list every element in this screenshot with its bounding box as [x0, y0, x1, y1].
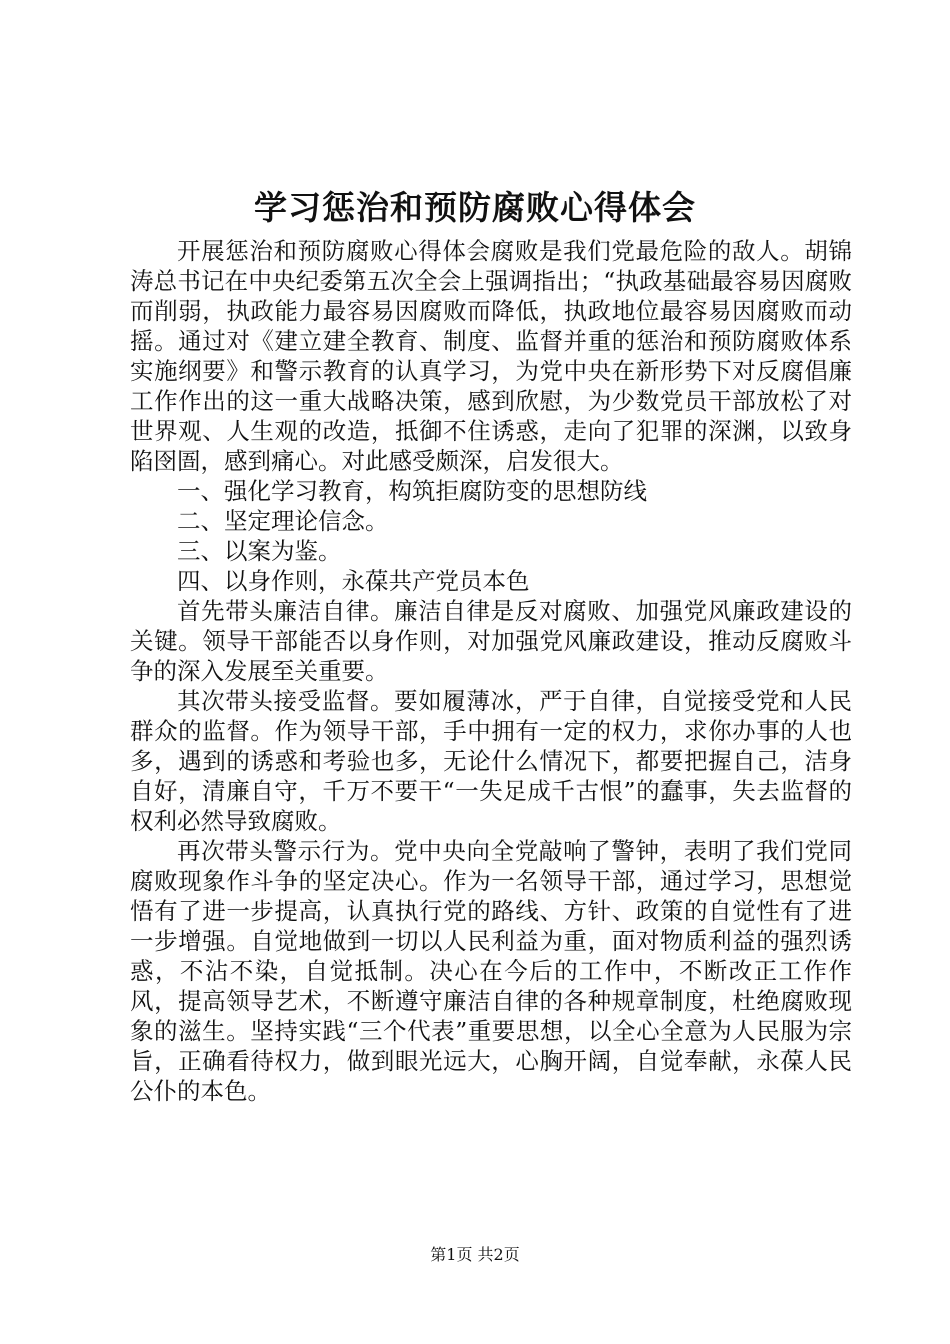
- heading-section-1: 一、强化学习教育，构筑拒腐防变的思想防线: [177, 477, 647, 505]
- heading-section-3: 三、以案为鉴。: [177, 537, 342, 565]
- heading-section-2: 二、坚定理论信念。: [177, 507, 389, 535]
- document-title: 学习惩治和预防腐败心得体会: [254, 188, 696, 227]
- page-footer: 第1页 共2页: [430, 1245, 520, 1264]
- paragraph-third: 再次带头警示行为。党中央向全党敲响了警钟，表明了我们党同腐败现象作斗争的坚定决心。作为一名领导干部，通过学习，思想觉悟有了进一步提高，认真执行党的路线、方针、政策的自觉性有了进一步增强。自觉地做到一切以人民利益为重，面对物质利益的强烈诱惑，不沾不染，自觉抵制。决心在今后的工作中，不断改正工作作风，提高领导艺术，不断遵守廉洁自律的各种规章制度，杜绝腐败现象的滋生。坚持实践“三个代表”重要思想，以全心全意为人民服为宗旨，正确看待权力，做到眼光远大，心胸开阔，自觉奉献，永葆人民公仆的本色。: [130, 837, 852, 1105]
- paragraph-first: 首先带头廉洁自律。廉洁自律是反对腐败、加强党风廉政建设的关键。领导干部能否以身作则，对加强党风廉政建设，推动反腐败斗争的深入发展至关重要。: [130, 597, 852, 685]
- paragraph-second: 其次带头接受监督。要如履薄冰，严于自律，自觉接受党和人民群众的监督。作为领导干部，手中拥有一定的权力，求你办事的人也多，遇到的诱惑和考验也多，无论什么情况下，都要把握自己，洁身自好，清廉自守，千万不要干“一失足成千古恨”的蠢事，失去监督的权利必然导致腐败。: [130, 687, 852, 835]
- paragraph-intro: 开展惩治和预防腐败心得体会腐败是我们党最危险的敌人。胡锦涛总书记在中央纪委第五次全会上强调指出；“执政基础最容易因腐败而削弱，执政能力最容易因腐败而降低，执政地位最容易因腐败而动摇。通过对《建立建全教育、制度、监督并重的惩治和预防腐败体系实施纲要》和警示教育的认真学习，为党中央在新形势下对反腐倡廉工作作出的这一重大战略决策，感到欣慰，为少数党员干部放松了对世界观、人生观的改造，抵御不住诱惑，走向了犯罪的深渊，以致身陷囹圄，感到痛心。对此感受颇深，启发很大。: [130, 237, 852, 475]
- heading-section-4: 四、以身作则，永葆共产党员本色: [177, 567, 530, 595]
- document-body: [130, 236, 852, 1106]
